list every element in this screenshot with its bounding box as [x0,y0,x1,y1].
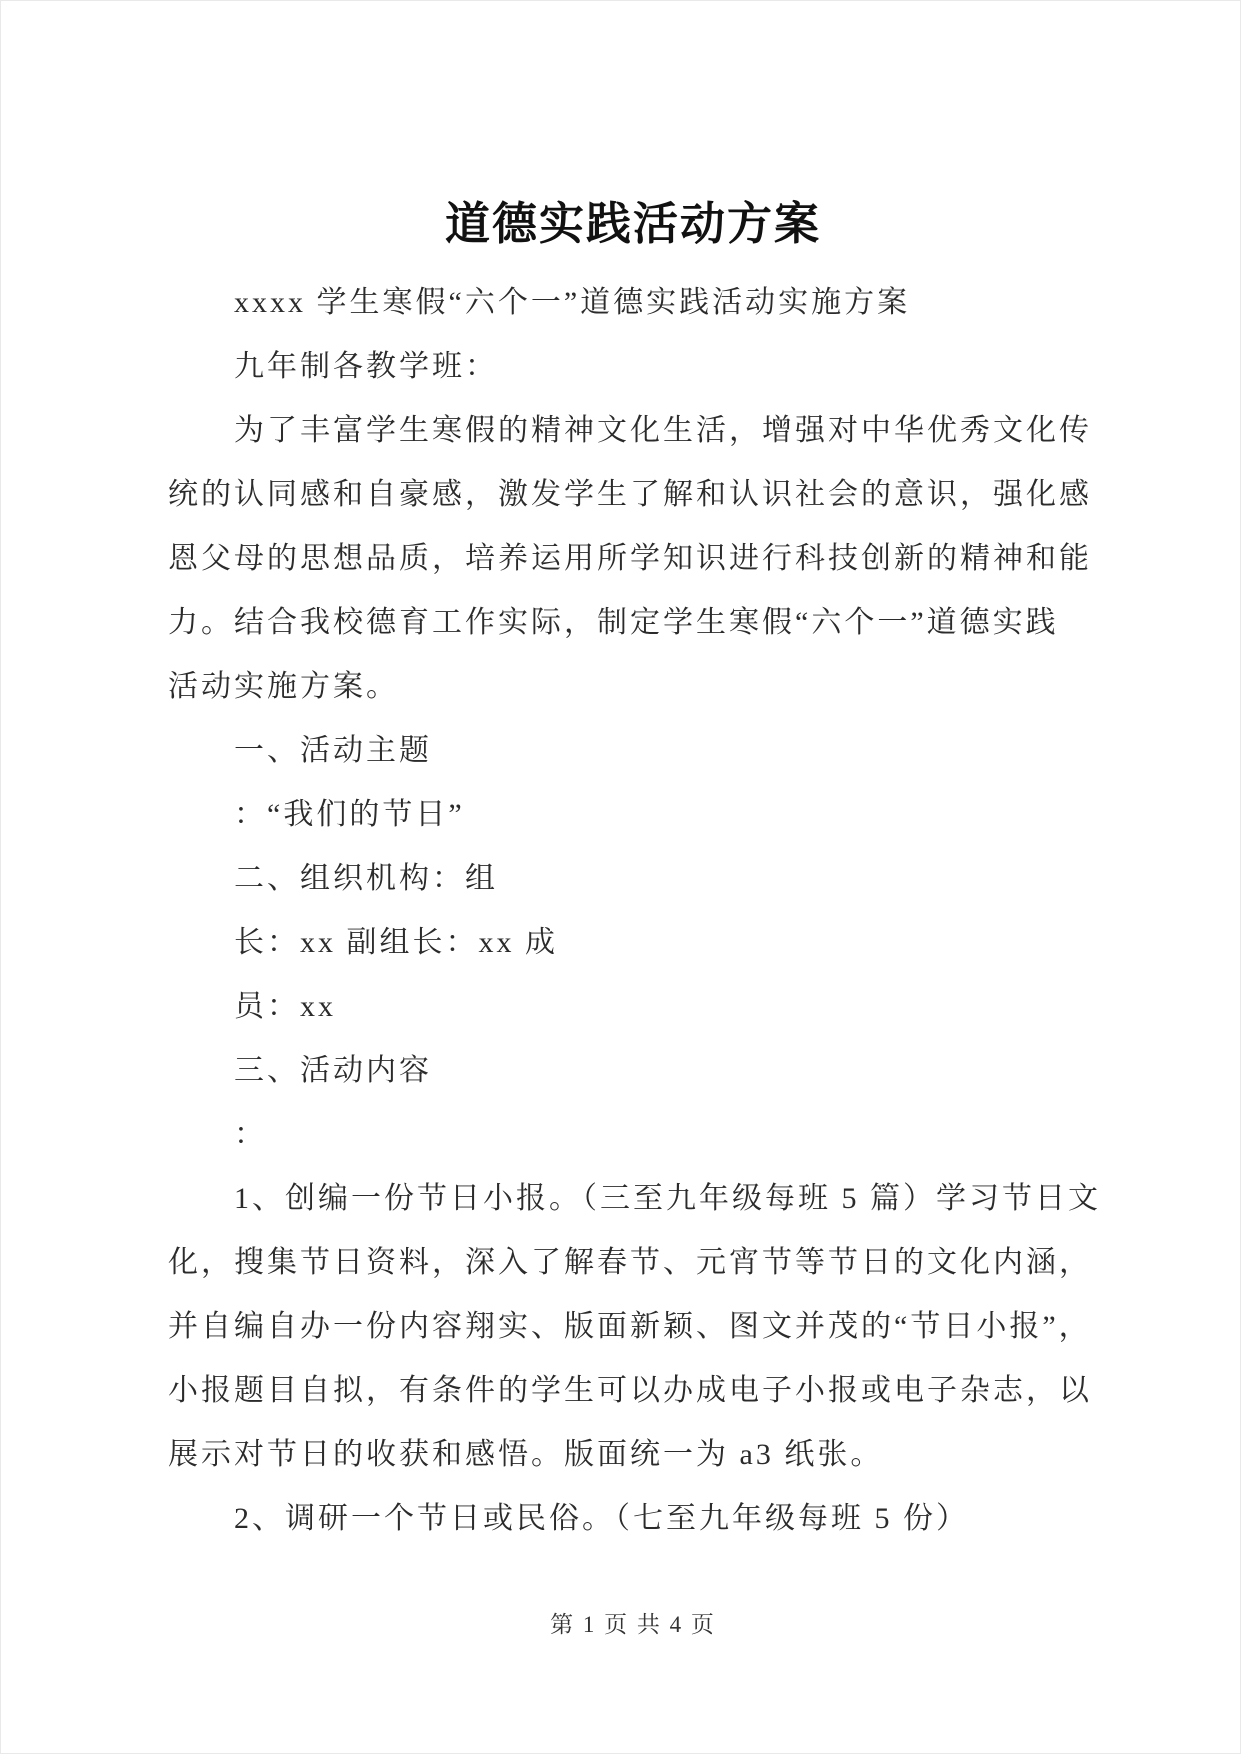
text-line: 1、创编一份节日小报。（三至九年级每班 5 篇）学习节日文 [234,1182,1101,1215]
text-line: 员：xx [234,990,336,1023]
text-line: 恩父母的思想品质，培养运用所学知识进行科技创新的精神和能 [168,542,1092,575]
document-body [168,271,1102,1551]
text-line: 力。结合我校德育工作实际，制定学生寒假“六个一”道德实践 [168,606,1059,639]
document-title: 道德实践活动方案 [444,198,821,249]
text-line: ： [234,1118,267,1151]
text-line: 小报题目自拟，有条件的学生可以办成电子小报或电子杂志，以 [168,1374,1092,1407]
text-line: 并自编自办一份内容翔实、版面新颖、图文并茂的“节日小报”， [168,1310,1092,1343]
text-line: 展示对节日的收获和感悟。版面统一为 a3 纸张。 [168,1438,884,1471]
text-line: 二、组织机构：组 [234,862,498,895]
text-line: 一、活动主题 [234,734,432,767]
text-line: 为了丰富学生寒假的精神文化生活，增强对中华优秀文化传 [234,414,1092,447]
text-line: 长：xx 副组长：xx 成 [234,926,558,959]
text-line: 化，搜集节日资料，深入了解春节、元宵节等节日的文化内涵， [168,1246,1092,1279]
text-line: xxxx 学生寒假“六个一”道德实践活动实施方案 [234,286,911,319]
text-line: 三、活动内容 [234,1054,432,1087]
text-line: 2、调研一个节日或民俗。（七至九年级每班 5 份） [234,1502,969,1535]
text-line: 统的认同感和自豪感，激发学生了解和认识社会的意识，强化感 [168,478,1092,511]
text-line: 活动实施方案。 [168,670,399,703]
text-line: 九年制各教学班： [234,350,498,383]
page-footer: 第 1 页 共 4 页 [550,1612,716,1637]
text-line: ：“我们的节日” [234,798,465,831]
